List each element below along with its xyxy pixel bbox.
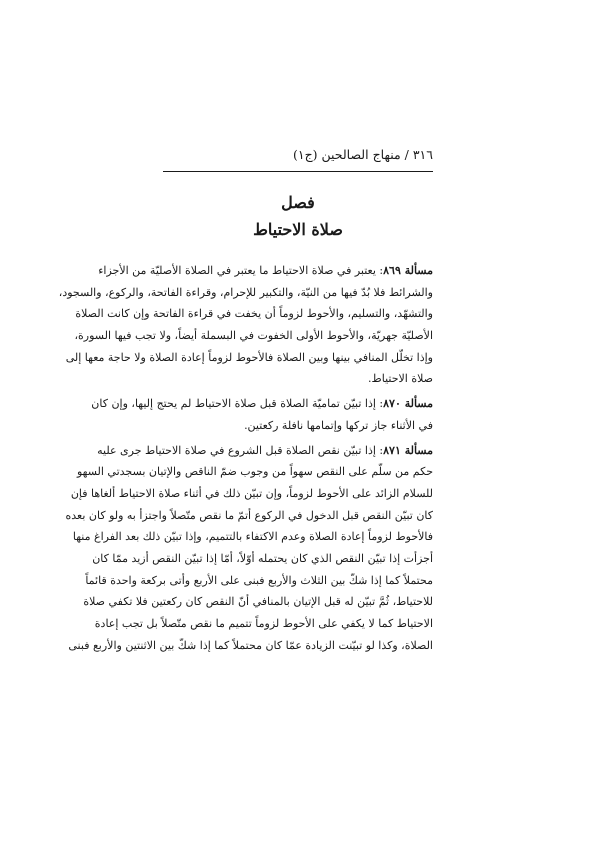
body-text	[58, 260, 433, 656]
line-text: : إذا تبيّن نقص الصلاة قبل الشروع في صلاة الاحتياط جرى عليه	[97, 443, 384, 457]
issue-label: مسألة ٨٧٠	[383, 397, 433, 411]
paragraph	[58, 260, 433, 390]
line-text: : إذا تبيّن تماميّة الصلاة قبل صلاة الاحتياط لم يحتج إليها، وإن كان	[91, 397, 384, 411]
paragraph-line	[98, 260, 433, 282]
section-title: صلاة الاحتياط	[253, 220, 343, 239]
paragraph-line: الصلاة، وكذا لو تبيّنت الزيادة عمّا كان محتملاً كما إذا شكّ بين الاثنتين والأربع فبنى	[68, 638, 433, 652]
header-rule	[163, 171, 433, 172]
paragraph-line: الأصليّة جهريّة، والأحوط الأولى الخفوت في البسملة أيضاً، ولا تجب فيها السورة،	[74, 329, 433, 343]
paragraph-line: للسلام الزائد على الأحوط لزوماً، وإن تبيّن ذلك في أثناء صلاة الاحتياط ألغاها فإن	[70, 486, 433, 500]
paragraph-line	[97, 440, 433, 462]
paragraph-line: حكم من سلّم على النقص سهواً من وجوب ضمّ الناقص والإتيان بسجدتي السهو	[76, 465, 433, 479]
paragraph-line: للاحتياط، ثُمَّ تبيّن له قبل الإتيان بالمنافي أنّ النقص كان ركعتين فلا تكفي صلاة	[83, 595, 433, 609]
paragraph-line: في الأثناء جاز تركها وإتمامها نافلة ركعتين.	[244, 418, 433, 432]
paragraph	[91, 393, 433, 436]
paragraph-line: أجزأت إذا تبيّن النقص الذي كان يحتمله أوّلاً، أمّا إذا تبيّن النقص أزيد ممّا كان	[92, 551, 433, 565]
issue-label: مسألة ٨٦٩	[383, 264, 433, 277]
paragraph-line: والشرائط فلا بُدّ فيها من النيّة، والتكبير للإحرام، وقراءة الفاتحة، والركوع، والسجود،	[58, 285, 433, 299]
paragraph-line: فالأحوط لزوماً إعادة الصلاة وعدم الاكتفاء بالتتميم، وإذا تبيّن ذلك بعد الفراغ منها	[72, 530, 433, 544]
paragraph	[65, 440, 433, 657]
line-text: : يعتبر في صلاة الاحتياط ما يعتبر في الصلاة الأصليّة من الأجزاء	[98, 264, 384, 277]
paragraph-line: الاحتياط كما لا يكفي على الأحوط لزوماً تتميم ما نقص متّصلاً بل تجب إعادة	[94, 617, 433, 630]
paragraph-line	[91, 393, 433, 415]
paragraph-line: كان تبيّن النقص قبل الدخول في الركوع أتمّ ما نقص متّصلاً واجتزأ به ولو كان بعده	[65, 508, 433, 522]
chapter-title: فصل	[281, 193, 315, 212]
issue-label: مسألة ٨٧١	[383, 443, 433, 457]
paragraph-line: صلاة الاحتياط.	[368, 372, 433, 386]
running-header: ٣١٦ / منهاج الصالحين (ج١)	[292, 147, 433, 162]
paragraph-line: وإذا تخلّل المنافي بينها وبين الصلاة فالأحوط لزوماً إعادة الصلاة ولا حاجة معها إلى	[65, 350, 433, 364]
paragraph-line: محتملاً كما إذا شكّ بين الثلاث والأربع فبنى على الأربع وأتى بركعة واحدة قائماً	[85, 573, 433, 587]
paragraph-line: والتشهّد، والتسليم، والأحوط لزوماً أن يخفت في قراءة الفاتحة وإن كانت الصلاة	[75, 307, 433, 321]
